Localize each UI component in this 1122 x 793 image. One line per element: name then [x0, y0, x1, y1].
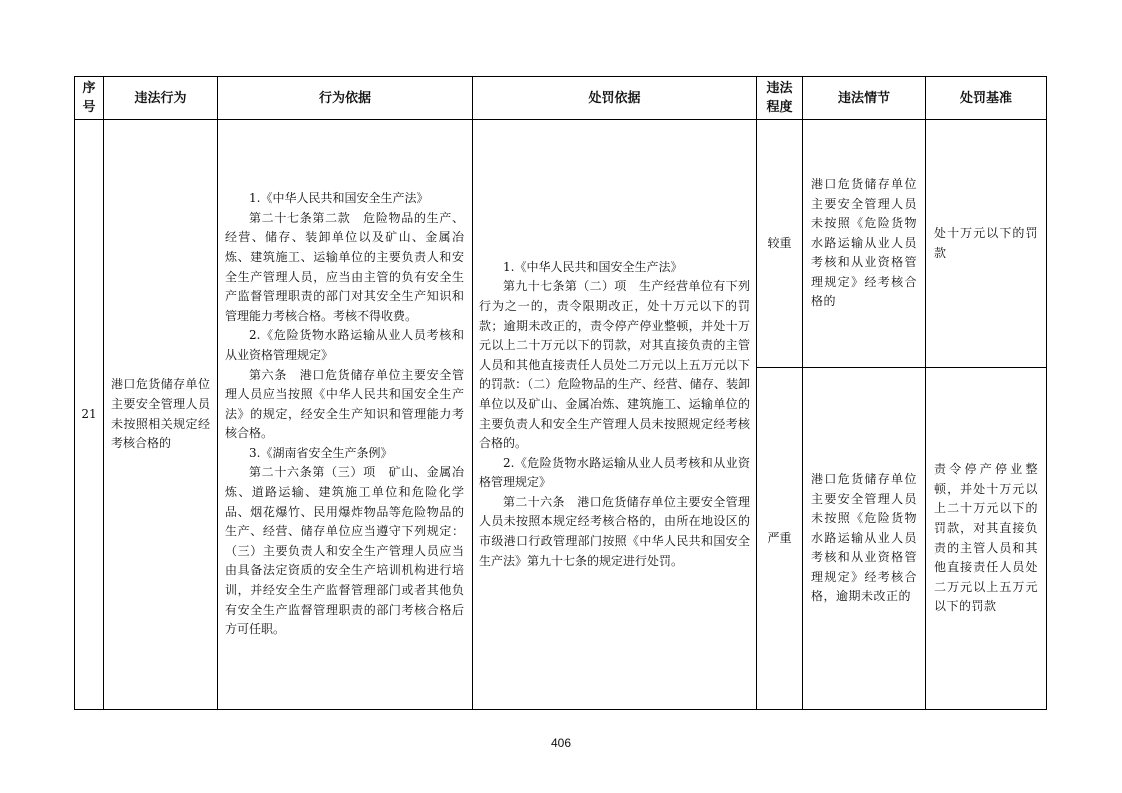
standard-serious: 处十万元以下的罚款 [926, 120, 1047, 368]
basis-law-2: 2.《危险货物水路运输从业人员考核和从业资格管理规定》 [225, 328, 464, 362]
basis-article-2: 第六条 港口危货储存单位主要安全管理人员应当按照《中华人民共和国安全生产法》的规定，经安全生产知识和管理能力考核合格。 [225, 367, 464, 441]
header-behavior: 违法行为 [104, 77, 218, 120]
basis-article-1: 第二十七条第二款 危险物品的生产、经营、储存、装卸单位以及矿山、金属冶炼、建筑施工、运输单位的主要负责人和安全生产管理人员，应当由主管的负有安全生产监督管理职责的部门对其安全生产知识和管理能力考核合格。考核不得收费。 [225, 210, 464, 323]
row-penalty-basis [473, 120, 757, 710]
page-number: 406 [550, 736, 572, 750]
row-behavior: 港口危货储存单位主要安全管理人员未按照相关规定经考核合格的 [104, 120, 218, 710]
basis-law-3: 3.《湖南省安全生产条例》 [249, 445, 393, 460]
table-row [75, 120, 1047, 368]
circumstance-severe: 港口危货储存单位主要安全管理人员未按照《危险货物水路运输从业人员考核和从业资格管理规定》经考核合格，逾期未改正的 [803, 368, 926, 710]
header-behavior-basis: 行为依据 [218, 77, 473, 120]
penalty-law-2: 2.《危险货物水路运输从业人员考核和从业资格管理规定》 [479, 455, 750, 490]
header-penalty-basis: 处罚依据 [473, 77, 757, 120]
table-header-row [75, 77, 1047, 120]
header-standard: 处罚基准 [926, 77, 1047, 120]
row-behavior-basis [218, 120, 473, 710]
header-degree: 违法程度 [757, 77, 803, 120]
penalty-standard-table [74, 76, 1047, 710]
degree-serious: 较重 [757, 120, 803, 368]
degree-severe: 严重 [757, 368, 803, 710]
standard-severe: 责令停产停业整顿，并处十万元以上二十万元以下的罚款，对其直接负责的主管人员和其他直接责任人员处二万元以上五万元以下的罚款 [926, 368, 1047, 710]
penalty-law-1: 1.《中华人民共和国安全生产法》 [503, 259, 683, 274]
penalty-article-2: 第二十六条 港口危货储存单位主要安全管理人员未按照本规定经考核合格的，由所在地设区的市级港口行政管理部门按照《中华人民共和国安全生产法》第九十七条的规定进行处罚。 [479, 494, 750, 568]
penalty-article-1: 第九十七条第（二）项 生产经营单位有下列行为之一的，责令限期改正，处十万元以下的罚款；逾期未改正的，责令停产停业整顿，并处十万元以上二十万元以下的罚款，对其直接负责的主管人员和其他直接责任人员处二万元以上五万元以下的罚款：（二）危险物品的生产、经营、储存、装卸单位以及矿山、金属冶炼、建筑施工、运输单位的主要负责人和安全生产管理人员未按照规定经考核合格的。 [479, 279, 750, 451]
circumstance-serious: 港口危货储存单位主要安全管理人员未按照《危险货物水路运输从业人员考核和从业资格管理规定》经考核合格的 [803, 120, 926, 368]
basis-article-3: 第二十六条第（三）项 矿山、金属冶炼、道路运输、建筑施工单位和危险化学品、烟花爆竹、民用爆炸物品等危险物品的生产、经营、储存单位应当遵守下列规定：（三）主要负责人和安全生产管理人员应当由具备法定资质的安全生产培训机构进行培训，并经安全生产监督管理部门或者其他负有安全生产监督管理职责的部门考核合格后方可任职。 [225, 465, 464, 637]
row-seq: 21 [75, 120, 104, 710]
basis-law-1: 1.《中华人民共和国安全生产法》 [249, 191, 429, 206]
header-circumstance: 违法情节 [803, 77, 926, 120]
header-seq: 序号 [75, 77, 104, 120]
